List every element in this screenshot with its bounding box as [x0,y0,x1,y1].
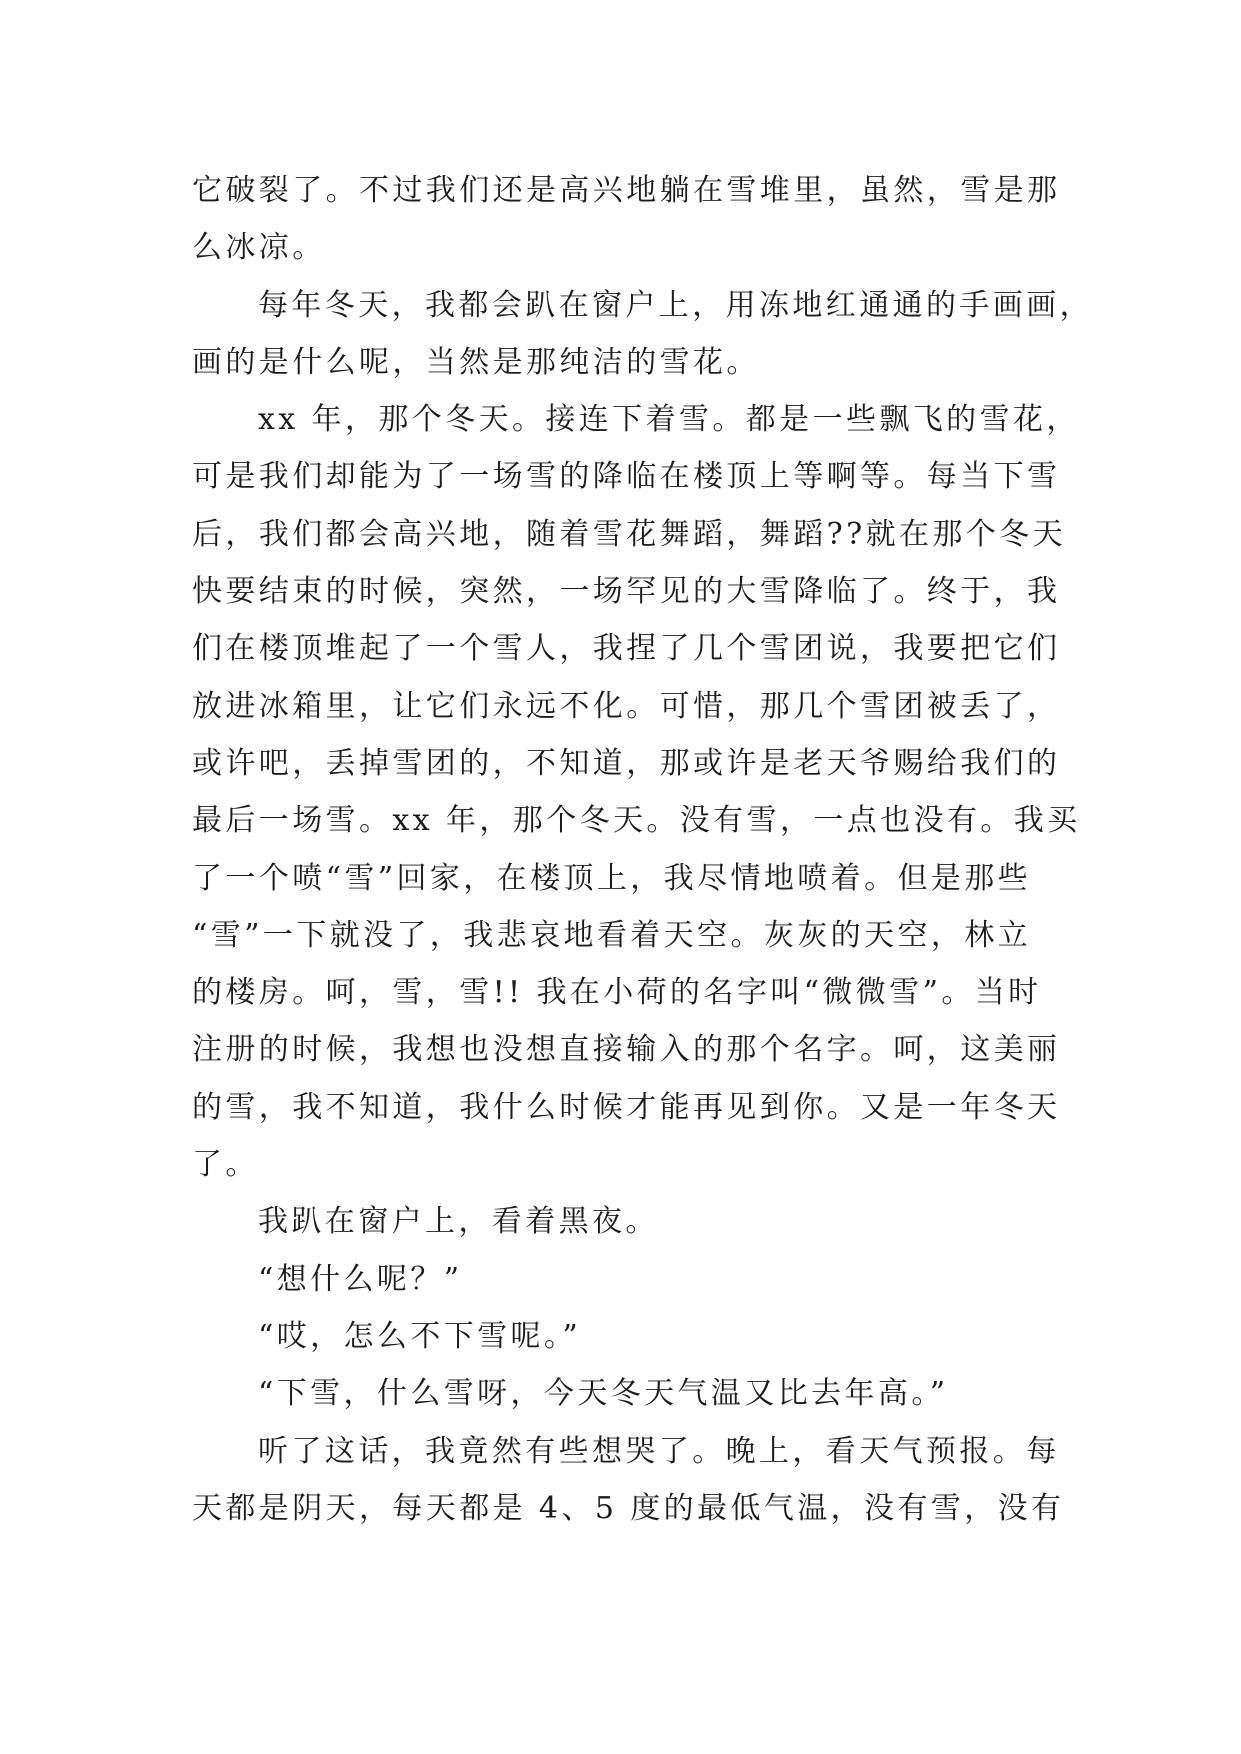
text-line: xx 年，那个冬天。接连下着雪。都是一些飘飞的雪花， [258,402,1080,438]
text-line: 每年冬天，我都会趴在窗户上，用冻地红通通的手画画， [258,287,1093,323]
text-line: 快要结束的时候，突然，一场罕见的大雪降临了。终于，我 [192,574,1061,610]
text-line: 画的是什么呢，当然是那纯洁的雪花。 [192,344,760,380]
text-line: 注册的时候，我想也没想直接输入的那个名字。呵，这美丽 [192,1032,1061,1068]
text-line: 放进冰箱里，让它们永远不化。可惜，那几个雪团被丢了， [192,688,1061,724]
text-line: “雪”一下就没了，我悲哀地看着天空。灰灰的天空，林立 [192,917,1032,953]
text-line: 它破裂了。不过我们还是高兴地躺在雪堆里，虽然，雪是那 [192,173,1061,208]
text-line: 后，我们都会高兴地，随着雪花舞蹈，舞蹈??就在那个冬天 [192,516,1066,552]
body-text [192,162,1093,1537]
text-line: 最后一场雪。xx 年，那个冬天。没有雪，一点也没有。我买 [192,803,1081,839]
text-line: 的楼房。呵，雪，雪!! 我在小荷的名字叫“微微雪”。当时 [192,975,1042,1011]
text-line: 我趴在窗户上，看着黑夜。 [258,1204,659,1240]
text-line: 天都是阴天，每天都是 4、5 度的最低气温，没有雪，没有 [192,1490,1065,1526]
text-line: “下雪，什么雪呀，今天冬天气温又比去年高。” [258,1376,949,1412]
text-line: 可是我们却能为了一场雪的降临在楼顶上等啊等。每当下雪 [192,459,1061,495]
text-line: 或许吧，丢掉雪团的，不知道，那或许是老天爷赐给我们的 [192,745,1061,781]
text-line: 么冰凉。 [192,230,326,266]
text-line: 们在楼顶堆起了一个雪人，我捏了几个雪团说，我要把它们 [192,631,1061,667]
text-line: 听了这话，我竟然有些想哭了。晚上，看天气预报。每 [258,1433,1060,1469]
text-line: “想什么呢？” [258,1261,463,1297]
text-line: 了一个喷“雪”回家，在楼顶上，我尽情地喷着。但是那些 [192,860,1032,896]
text-line: 了。 [192,1147,259,1183]
text-line: 的雪，我不知道，我什么时候才能再见到你。又是一年冬天 [192,1089,1061,1125]
text-line: “哎，怎么不下雪呢。” [258,1318,582,1354]
